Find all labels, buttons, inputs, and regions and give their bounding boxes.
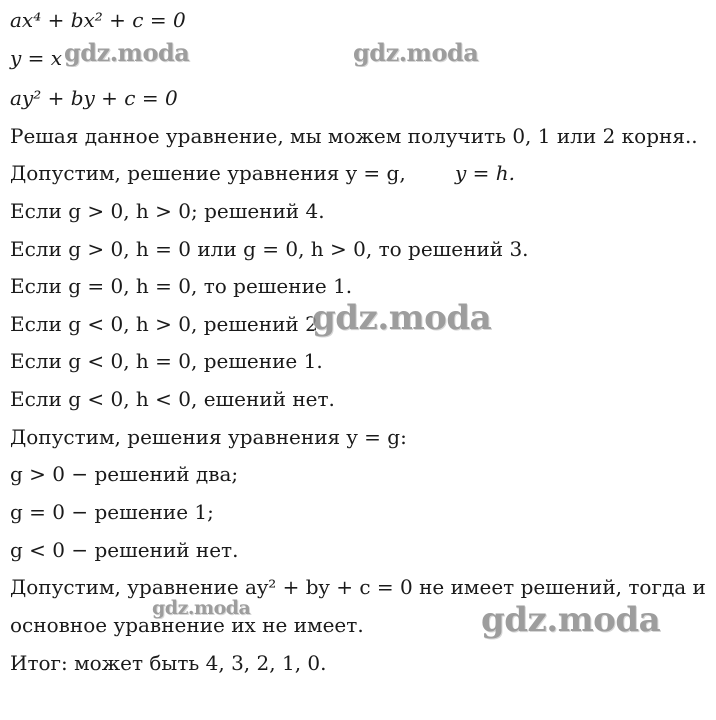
- g-case-2: g = 0 − решение 1;: [10, 500, 214, 524]
- watermark: gdz.moda: [353, 38, 479, 67]
- equation-quartic: ax⁴ + bx² + c = 0: [10, 8, 186, 32]
- text-line-roots: Решая данное уравнение, мы можем получить 0, 1 или 2 корня..: [10, 124, 698, 148]
- conclusion-line: Итог: может быть 4, 3, 2, 1, 0.: [10, 651, 327, 675]
- case-line-1: Если g > 0, h > 0; решений 4.: [10, 199, 325, 223]
- substitution: y = x: [10, 46, 63, 70]
- text-line-assume-g: Допустим, решения уравнения y = g:: [10, 425, 407, 449]
- text-line-assume: Допустим, решение уравнения y = g,: [10, 161, 406, 185]
- case-line-6: Если g < 0, h < 0, ешений нет.: [10, 387, 335, 411]
- text-line-no-solutions: Допустим, уравнение ay² + by + c = 0 не имеет решений, тогда и: [10, 575, 706, 599]
- g-case-1: g > 0 − решений два;: [10, 462, 239, 486]
- case-line-4: Если g < 0, h > 0, решений 2: [10, 312, 318, 336]
- text-line-base-equation: основное уравнение их не имеет.: [10, 613, 364, 637]
- case-line-5: Если g < 0, h = 0, решение 1.: [10, 349, 323, 373]
- watermark: gdz.moda: [481, 600, 661, 640]
- case-line-2: Если g > 0, h = 0 или g = 0, h > 0, то решений 3.: [10, 237, 529, 261]
- g-case-3: g < 0 − решений нет.: [10, 538, 239, 562]
- equation-quadratic: ay² + by + c = 0: [10, 86, 178, 110]
- text-line-assume-h: y = h.: [455, 161, 516, 185]
- case-line-3: Если g = 0, h = 0, то решение 1.: [10, 274, 353, 298]
- watermark: gdz.moda: [312, 298, 492, 338]
- watermark: gdz.moda: [64, 38, 190, 67]
- watermark: gdz.moda: [152, 597, 251, 619]
